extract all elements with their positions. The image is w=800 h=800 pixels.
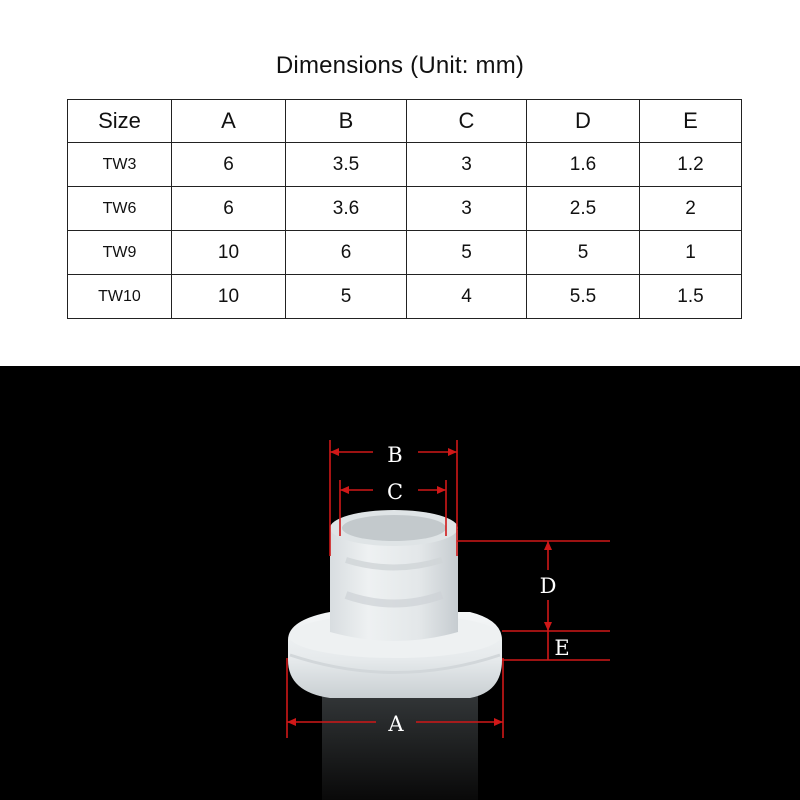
label-c: C bbox=[386, 480, 404, 504]
table-cell: 3.6 bbox=[286, 187, 407, 231]
header-e: E bbox=[640, 100, 742, 143]
table-row bbox=[68, 231, 742, 275]
table-cell: 6 bbox=[286, 231, 407, 275]
header-d: D bbox=[527, 100, 640, 143]
label-d: D bbox=[539, 574, 557, 598]
table-cell: 6 bbox=[172, 143, 286, 187]
label-a: A bbox=[388, 712, 404, 736]
header-c: C bbox=[407, 100, 527, 143]
table-cell: 5 bbox=[407, 231, 527, 275]
table-cell: 1.2 bbox=[640, 143, 742, 187]
table-cell: TW6 bbox=[68, 187, 172, 231]
bushing-sleeve bbox=[330, 510, 458, 641]
product-photo bbox=[0, 366, 800, 800]
table-header-row bbox=[68, 100, 742, 143]
label-e: E bbox=[554, 636, 570, 660]
table-cell: 4 bbox=[407, 275, 527, 319]
table-cell: 1.6 bbox=[527, 143, 640, 187]
label-b: B bbox=[387, 443, 403, 467]
table-row bbox=[68, 187, 742, 231]
bushing-stem-shadow bbox=[322, 690, 478, 800]
bushing-diagram bbox=[0, 366, 800, 800]
table-cell: 5.5 bbox=[527, 275, 640, 319]
header-size: Size bbox=[68, 100, 172, 143]
table-cell: 2.5 bbox=[527, 187, 640, 231]
table-cell: 5 bbox=[527, 231, 640, 275]
table-cell: 2 bbox=[640, 187, 742, 231]
table-cell: 3 bbox=[407, 187, 527, 231]
table-cell: 6 bbox=[172, 187, 286, 231]
dimensions-panel bbox=[0, 0, 800, 366]
table-cell: TW3 bbox=[68, 143, 172, 187]
header-b: B bbox=[286, 100, 407, 143]
table-cell: TW10 bbox=[68, 275, 172, 319]
table-cell: 3.5 bbox=[286, 143, 407, 187]
table-cell: 10 bbox=[172, 275, 286, 319]
table-cell: 1.5 bbox=[640, 275, 742, 319]
table-cell: 3 bbox=[407, 143, 527, 187]
table-cell: TW9 bbox=[68, 231, 172, 275]
table-cell: 10 bbox=[172, 231, 286, 275]
dimensions-table bbox=[67, 99, 742, 319]
table-cell: 5 bbox=[286, 275, 407, 319]
header-a: A bbox=[172, 100, 286, 143]
table-row bbox=[68, 143, 742, 187]
table-cell: 1 bbox=[640, 231, 742, 275]
dimensions-title: Dimensions (Unit: mm) bbox=[275, 52, 525, 79]
table-row bbox=[68, 275, 742, 319]
